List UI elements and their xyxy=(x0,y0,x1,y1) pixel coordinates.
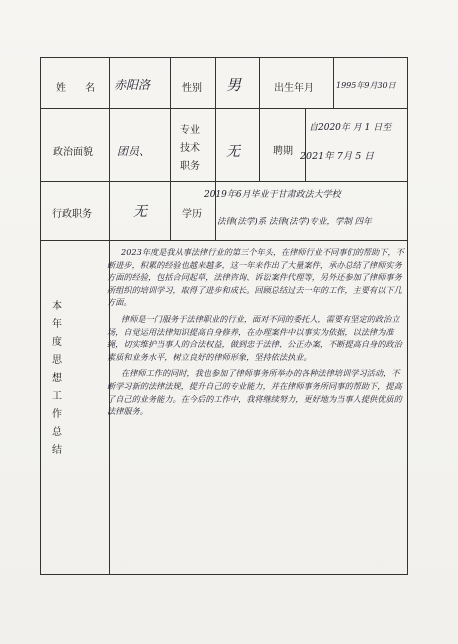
label-name: 姓 名 xyxy=(56,83,104,94)
summary-char: 年 xyxy=(52,319,62,330)
summary-paragraph: 在律师工作的同时，我也参加了律师事务所举办的各种法律培训学习活动，不断学习新的法律法规，提升自己的专业能力，并在律师事务所同事的帮助下，提高了自己的业务能力。在今后的工作中，我将继续努力，更好地为当事人提供优质的法律服务。 xyxy=(107,368,402,417)
label-education: 学历 xyxy=(182,209,202,220)
value-admin: 无 xyxy=(133,204,147,220)
label-hire: 聘期 xyxy=(273,146,293,157)
summary-char: 度 xyxy=(52,337,62,348)
label-tech-3: 职务 xyxy=(180,161,200,172)
summary-char: 作 xyxy=(52,409,62,420)
summary-char: 结 xyxy=(52,445,62,456)
value-birth: 1995年9月30日 xyxy=(336,81,396,90)
value-education-line2: 法律(法学)系 法律(法学)专业，学制 四年 xyxy=(217,217,372,227)
label-birth: 出生年月 xyxy=(274,83,314,94)
summary-paragraph: 律师是一门服务于法律职业的行业，面对不同的委托人，需要有坚定的政治立场，自觉运用法律知识提高自身修养，在办理案件中以事实为依据，以法律为准绳，切实维护当事人的合法权益，做到忠于法律、公正办案，不断提高自身的政治素质和业务水平，树立良好的律师形象，坚持依法执业。 xyxy=(107,313,402,362)
value-education-line1: 2019年6月毕业于甘肃政法大学校 xyxy=(204,190,341,200)
label-political: 政治面貌 xyxy=(53,147,93,158)
label-summary-vertical xyxy=(47,298,67,460)
label-tech-2: 技术 xyxy=(180,143,200,154)
value-gender: 男 xyxy=(226,76,242,94)
summary-char: 工 xyxy=(52,391,62,402)
summary-paragraph: 2023年度是我从事法律行业的第三个年头，在律师行业不同事们的帮助下，不断进步，积累的经验也越来越多，这一年来作出了大量案件，承办总结了律师实务方面的经验，包括合同起草，法律咨询、诉讼案件代理等，另外还参加了律师事务所组织的培训学习，取得了进步和成长。回顾总结过去一年的工作，主要有以下几方面。 xyxy=(107,247,404,308)
summary-char: 本 xyxy=(52,301,62,312)
summary-text xyxy=(107,246,407,422)
label-admin: 行政职务 xyxy=(52,209,92,220)
value-tech: 无 xyxy=(226,144,240,160)
value-political: 团员、 xyxy=(117,145,150,158)
label-gender: 性别 xyxy=(182,83,202,94)
value-name: 赤阳洛 xyxy=(114,78,151,92)
value-hire-to: 2021年 7月 5 日 xyxy=(300,151,374,162)
label-tech-1: 专业 xyxy=(180,125,200,136)
summary-char: 想 xyxy=(52,373,62,384)
summary-char: 总 xyxy=(52,427,62,438)
value-hire-from: 自2020年 月 1 日至 xyxy=(309,123,392,133)
summary-char: 思 xyxy=(52,355,62,366)
